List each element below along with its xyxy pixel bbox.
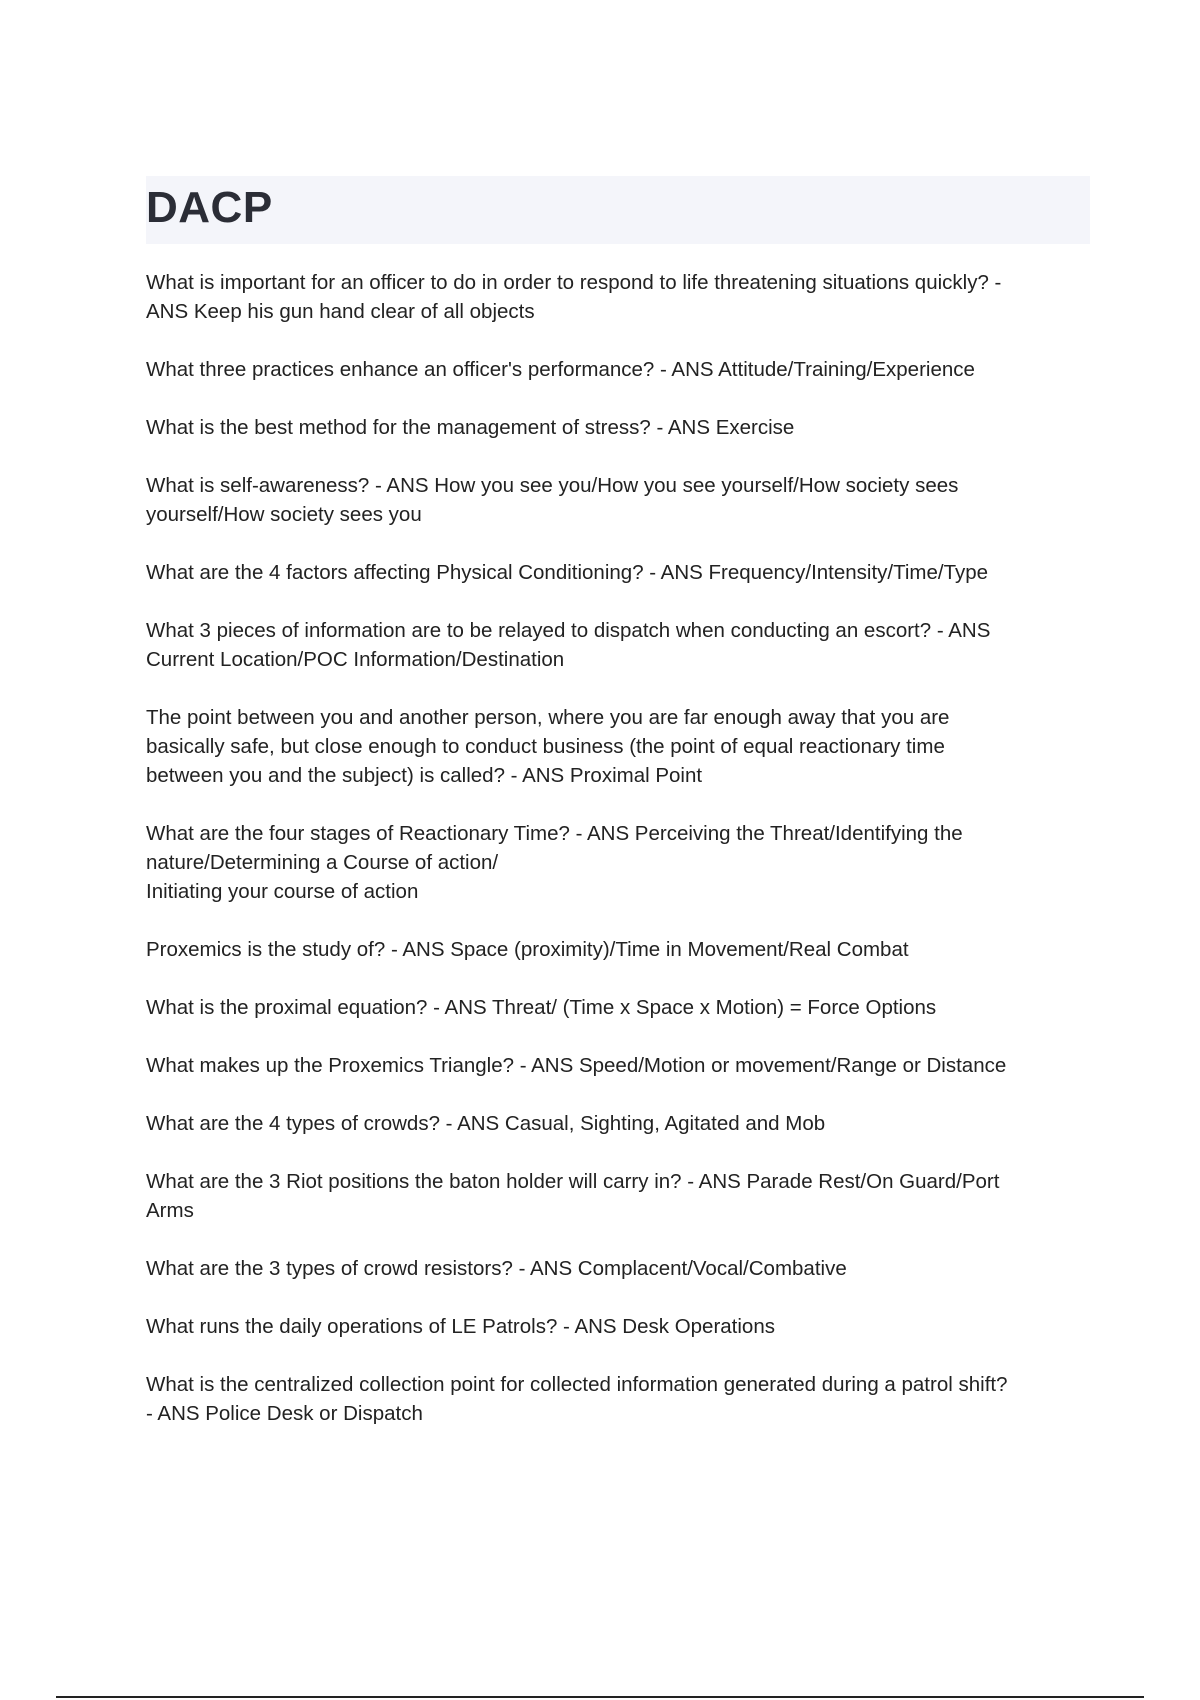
qa-item: What is self-awareness? - ANS How you see you/How you see yourself/How society sees yourself/How society sees you xyxy=(146,474,959,526)
qa-item: Proxemics is the study of? - ANS Space (proximity)/Time in Movement/Real Combat xyxy=(146,938,909,961)
qa-item: What makes up the Proxemics Triangle? - ANS Speed/Motion or movement/Range or Distance xyxy=(146,1054,1007,1077)
qa-item: What three practices enhance an officer's performance? - ANS Attitude/Training/Experience xyxy=(146,358,975,381)
title-banner xyxy=(146,176,1090,244)
qa-item: What 3 pieces of information are to be relayed to dispatch when conducting an escort? - ANS Current Location/POC Information/Destination xyxy=(146,619,991,671)
qa-item: What is the best method for the management of stress? - ANS Exercise xyxy=(146,416,795,439)
qa-item: The point between you and another person, where you are far enough away that you are basically safe, but close enough to conduct business (the point of equal reactionary time between you and the subject) is called? - ANS Proximal Point xyxy=(146,706,950,787)
qa-item: What are the 4 types of crowds? - ANS Casual, Sighting, Agitated and Mob xyxy=(146,1112,826,1135)
qa-item: What is important for an officer to do in order to respond to life threatening situations quickly? - ANS Keep his gun hand clear of all objects xyxy=(146,271,1002,323)
qa-item: What are the four stages of Reactionary Time? - ANS Perceiving the Threat/Identifying the nature/Determining a Course of action/ Initiating your course of action xyxy=(146,822,963,903)
qa-item: What are the 3 Riot positions the baton holder will carry in? - ANS Parade Rest/On Guard/Port Arms xyxy=(146,1170,1000,1222)
qa-item: What is the centralized collection point for collected information generated during a patrol shift? - ANS Police Desk or Dispatch xyxy=(146,1373,1008,1425)
qa-item: What are the 4 factors affecting Physical Conditioning? - ANS Frequency/Intensity/Time/Type xyxy=(146,561,989,584)
qa-item: What is the proximal equation? - ANS Threat/ (Time x Space x Motion) = Force Options xyxy=(146,996,937,1019)
document-title: DACP xyxy=(146,183,273,232)
qa-list xyxy=(146,268,1090,1457)
qa-item: What are the 3 types of crowd resistors? - ANS Complacent/Vocal/Combative xyxy=(146,1257,847,1280)
footer-divider xyxy=(56,1696,1144,1698)
qa-item: What runs the daily operations of LE Patrols? - ANS Desk Operations xyxy=(146,1315,775,1338)
